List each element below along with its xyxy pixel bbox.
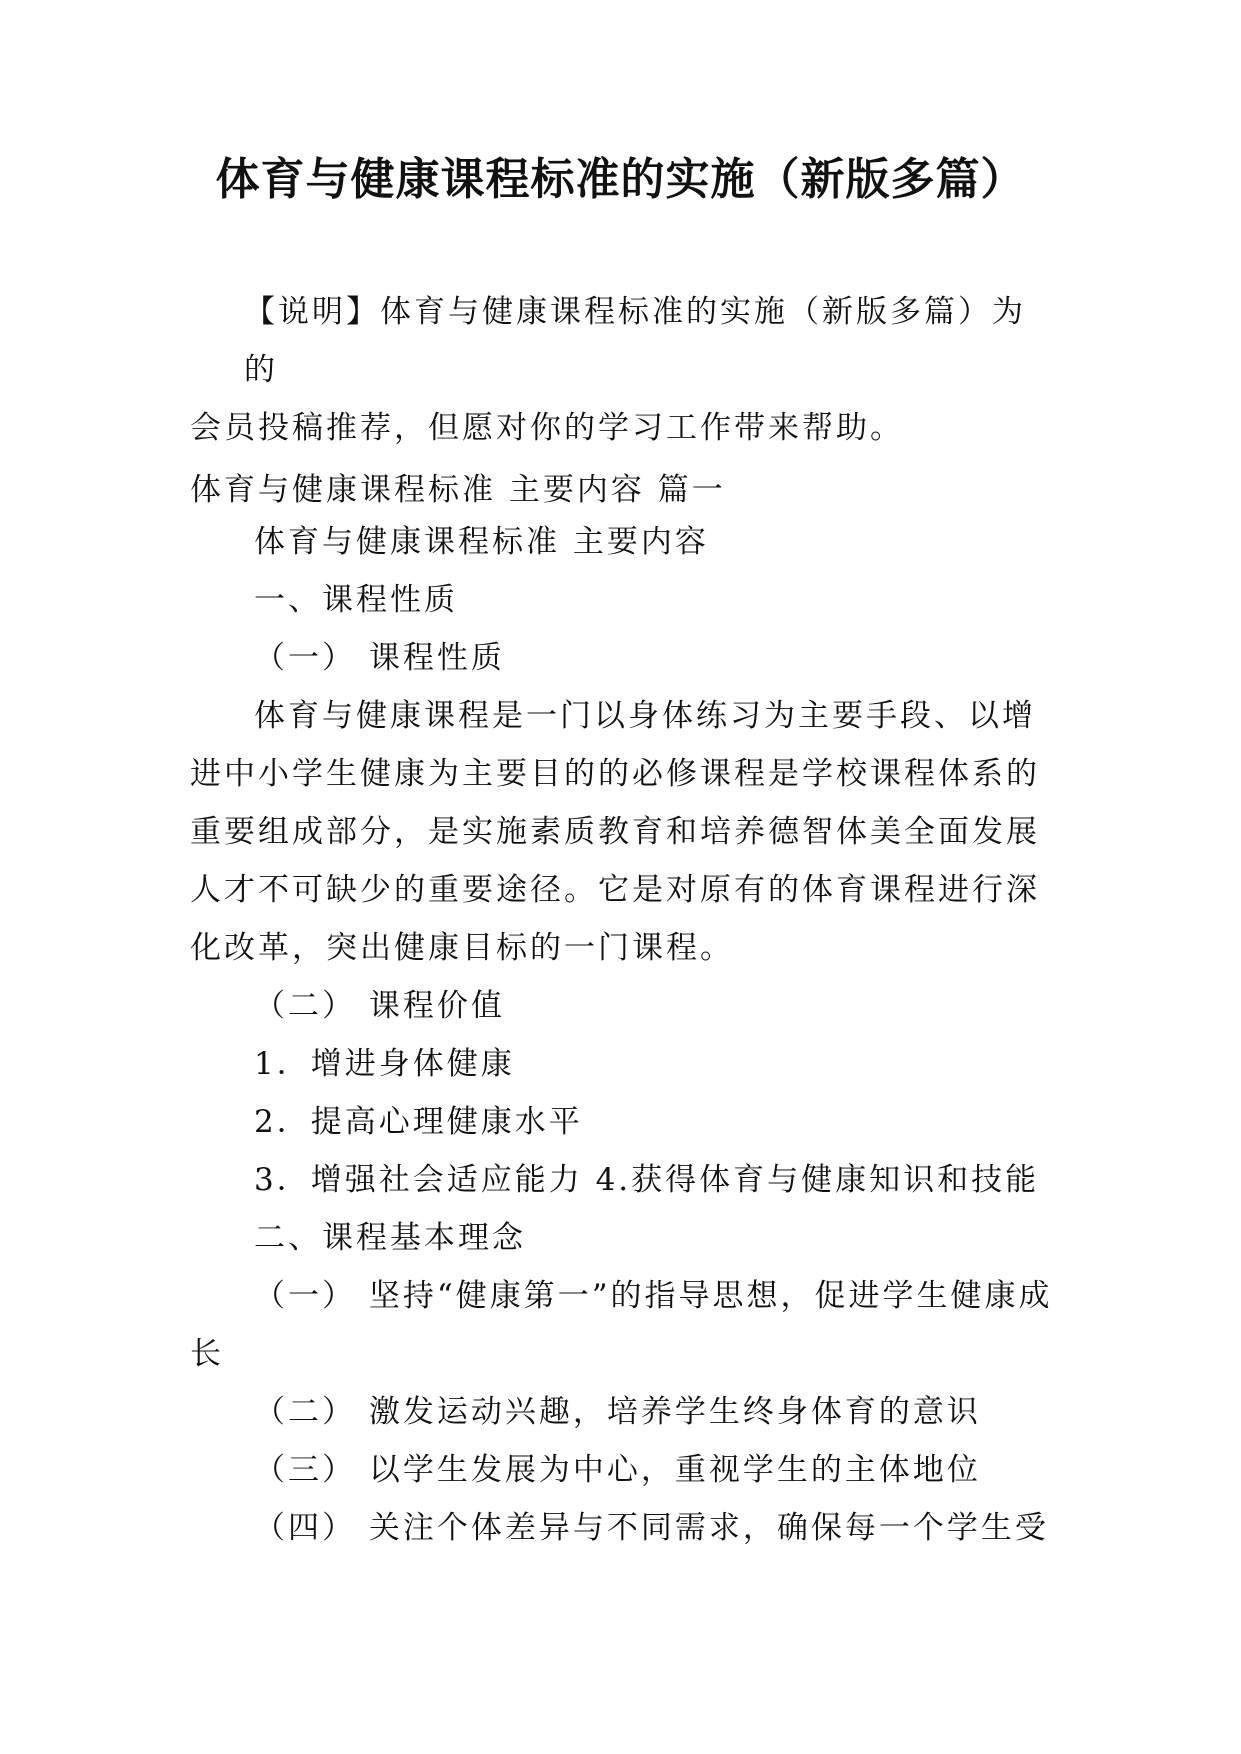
main-content	[190, 461, 1054, 1557]
content-paragraph: （二） 课程价值	[254, 988, 505, 1024]
document-title: 体育与健康课程标准的实施（新版多篇）	[215, 154, 1026, 205]
content-paragraph: 1．增进身体健康	[254, 1046, 515, 1082]
content-paragraph: 3．增强社会适应能力 4.获得体育与健康知识和技能	[254, 1162, 1040, 1198]
content-paragraph: 2．提高心理健康水平	[254, 1104, 583, 1140]
content-paragraph: （四） 关注个体差异与不同需求，确保每一个学生受	[254, 1510, 1049, 1546]
section-heading: 体育与健康课程标准 主要内容 篇一	[190, 472, 726, 508]
content-paragraph: 体育与健康课程标准 主要内容	[254, 524, 709, 560]
content-paragraph: （一） 坚持“健康第一”的指导思想，促进学生健康成长	[190, 1278, 1053, 1372]
content-paragraph: 二、课程基本理念	[254, 1220, 526, 1256]
content-paragraph: 体育与健康课程是一门以身体练习为主要手段、以增进中小学生健康为主要目的的必修课程是学校课程体系的重要组成部分，是实施素质教育和培养德智体美全面发展人才不可缺少的重要途径。它是对原有的体育课程进行深化改革，突出健康目标的一门课程。	[190, 698, 1040, 966]
content-paragraph: （二） 激发运动兴趣，培养学生终身体育的意识	[254, 1394, 981, 1430]
content-paragraph: 一、课程性质	[254, 582, 458, 618]
intro-line-1: 【说明】体育与健康课程标准的实施（新版多篇）为的	[244, 294, 1026, 388]
content-paragraph: （三） 以学生发展为中心，重视学生的主体地位	[254, 1452, 981, 1488]
content-paragraph: （一） 课程性质	[254, 640, 505, 676]
intro-note	[190, 283, 1054, 457]
intro-line-2: 会员投稿推荐，但愿对你的学习工作带来帮助。	[190, 410, 904, 446]
